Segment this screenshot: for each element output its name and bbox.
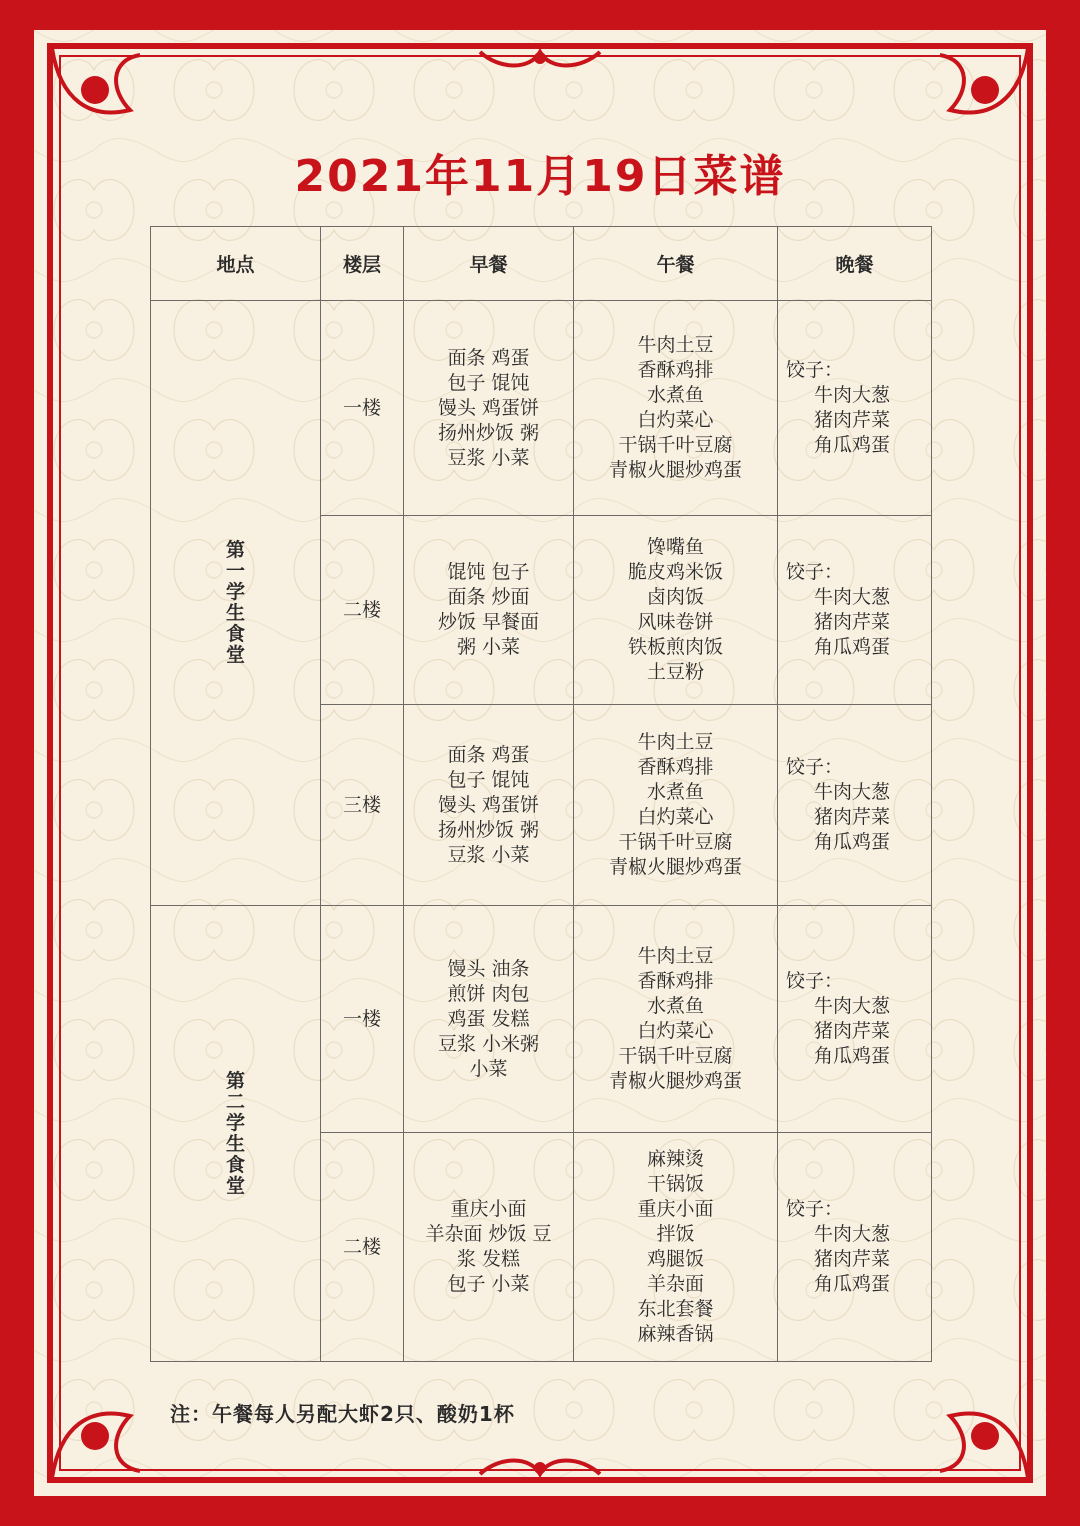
header-lunch: 午餐 [574, 227, 778, 301]
dinner-title: 饺子： [786, 359, 844, 381]
lunch-cell [574, 906, 778, 1133]
menu-item: 浆 发糕 [456, 1248, 521, 1270]
dinner-cell [778, 1133, 932, 1362]
menu-item: 馒头 鸡蛋饼 [437, 793, 540, 816]
menu-item: 东北套餐 [637, 1298, 714, 1320]
canteen-name [151, 906, 321, 1362]
lunch-note: 注：午餐每人另配大虾2只、酸奶1杯 [170, 1402, 515, 1426]
menu-item: 白灼菜心 [637, 806, 714, 828]
lunch-cell [574, 705, 778, 906]
menu-item: 水煮鱼 [646, 781, 704, 803]
menu-item: 包子 馄饨 [447, 371, 530, 394]
floor-cell: 一楼 [321, 906, 404, 1133]
dinner-title: 饺子： [786, 1198, 844, 1220]
menu-item: 馒头 油条 [447, 957, 530, 980]
menu-item: 牛肉土豆 [637, 334, 714, 356]
canteen-name-char: 生 [225, 1132, 245, 1155]
dinner-cell [778, 516, 932, 705]
floor-cell: 三楼 [321, 705, 404, 906]
menu-item: 猪肉芹菜 [814, 806, 891, 828]
dinner-title: 饺子： [786, 970, 844, 992]
canteen-name-char: 第 [225, 539, 245, 561]
menu-item: 铁板煎肉饭 [627, 636, 723, 658]
menu-item: 豆浆 小菜 [447, 446, 530, 469]
menu-item: 馋嘴鱼 [646, 536, 704, 558]
menu-item: 包子 小菜 [447, 1273, 530, 1295]
menu-item: 水煮鱼 [646, 995, 704, 1017]
menu-item: 面条 鸡蛋 [447, 743, 530, 766]
menu-item: 青椒火腿炒鸡蛋 [608, 856, 742, 878]
menu-table [150, 226, 932, 1362]
menu-item: 青椒火腿炒鸡蛋 [608, 459, 742, 481]
menu-item: 角瓜鸡蛋 [814, 831, 891, 853]
menu-item: 鸡腿饭 [646, 1248, 704, 1270]
breakfast-cell [404, 516, 574, 705]
menu-item: 猪肉芹菜 [814, 1020, 891, 1042]
menu-item: 干锅千叶豆腐 [618, 831, 733, 853]
header-floor: 楼层 [321, 227, 404, 301]
menu-item: 豆浆 小菜 [447, 843, 530, 866]
menu-item: 香酥鸡排 [637, 756, 714, 778]
menu-item: 扬州炒饭 粥 [437, 818, 540, 841]
menu-item: 豆浆 小米粥 [437, 1032, 540, 1055]
canteen-name-char: 二 [225, 1090, 245, 1113]
menu-item: 包子 馄饨 [447, 768, 530, 791]
floor-cell: 二楼 [321, 1133, 404, 1362]
canteen-name-char: 生 [225, 602, 245, 624]
canteen-name-char: 食 [225, 1153, 245, 1176]
menu-item: 粥 小菜 [456, 636, 521, 658]
menu-item: 白灼菜心 [637, 409, 714, 431]
menu-item: 白灼菜心 [637, 1020, 714, 1042]
menu-item: 麻辣烫 [646, 1148, 704, 1170]
menu-item: 牛肉大葱 [814, 586, 891, 608]
canteen-name-char: 学 [225, 581, 245, 603]
menu-item: 猪肉芹菜 [814, 409, 891, 431]
menu-item: 猪肉芹菜 [814, 1248, 891, 1270]
canteen-name-char: 第 [225, 1069, 245, 1092]
dinner-title: 饺子： [786, 756, 844, 778]
menu-item: 干锅千叶豆腐 [618, 1045, 733, 1067]
table-header-row [151, 227, 932, 301]
menu-item: 扬州炒饭 粥 [437, 421, 540, 444]
menu-item: 水煮鱼 [646, 384, 704, 406]
breakfast-cell [404, 1133, 574, 1362]
floor-cell: 二楼 [321, 516, 404, 705]
menu-item: 羊杂面 炒饭 豆 [425, 1223, 552, 1245]
menu-item: 香酥鸡排 [637, 359, 714, 381]
menu-item: 角瓜鸡蛋 [814, 1273, 891, 1295]
menu-item: 羊杂面 [646, 1273, 704, 1295]
menu-item: 脆皮鸡米饭 [627, 561, 723, 583]
menu-item: 煎饼 肉包 [447, 982, 530, 1005]
menu-item: 牛肉土豆 [637, 945, 714, 967]
menu-item: 角瓜鸡蛋 [814, 1045, 891, 1067]
menu-item: 角瓜鸡蛋 [814, 636, 891, 658]
table-row [151, 906, 932, 1133]
menu-item: 重庆小面 [637, 1198, 714, 1220]
lunch-cell [574, 301, 778, 516]
lunch-cell [574, 1133, 778, 1362]
canteen-name-char: 堂 [225, 1174, 245, 1197]
floor-cell: 一楼 [321, 301, 404, 516]
menu-item: 角瓜鸡蛋 [814, 434, 891, 456]
header-dinner: 晚餐 [778, 227, 932, 301]
menu-item: 重庆小面 [450, 1198, 527, 1220]
canteen-name-char: 食 [225, 623, 245, 645]
menu-item: 牛肉大葱 [814, 995, 891, 1017]
header-location: 地点 [151, 227, 321, 301]
breakfast-cell [404, 301, 574, 516]
menu-item: 麻辣香锅 [637, 1323, 714, 1345]
canteen-name [151, 301, 321, 906]
lunch-cell [574, 516, 778, 705]
menu-item: 面条 炒面 [447, 586, 530, 608]
menu-item: 卤肉饭 [646, 586, 704, 608]
dinner-cell [778, 301, 932, 516]
menu-item: 牛肉大葱 [814, 781, 891, 803]
breakfast-cell [404, 906, 574, 1133]
menu-item: 青椒火腿炒鸡蛋 [608, 1070, 742, 1092]
canteen-name-char: 学 [225, 1111, 245, 1134]
dinner-title: 饺子： [786, 561, 844, 583]
menu-item: 馒头 鸡蛋饼 [437, 396, 540, 419]
menu-item: 牛肉大葱 [814, 1223, 891, 1245]
menu-item: 干锅千叶豆腐 [618, 434, 733, 456]
menu-item: 面条 鸡蛋 [447, 346, 530, 369]
canteen-name-char: 一 [225, 560, 245, 582]
menu-item: 猪肉芹菜 [814, 611, 891, 633]
menu-item: 土豆粉 [646, 661, 704, 683]
canteen-name-char: 堂 [225, 644, 245, 666]
breakfast-cell [404, 705, 574, 906]
dinner-cell [778, 906, 932, 1133]
menu-item: 鸡蛋 发糕 [447, 1007, 530, 1030]
menu-item: 炒饭 早餐面 [437, 611, 540, 633]
menu-item: 风味卷饼 [637, 611, 714, 633]
menu-item: 小菜 [469, 1057, 508, 1080]
menu-item: 馄饨 包子 [447, 561, 530, 583]
dinner-cell [778, 705, 932, 906]
menu-item: 香酥鸡排 [637, 970, 714, 992]
menu-item: 干锅饭 [646, 1173, 704, 1195]
menu-item: 牛肉大葱 [814, 384, 891, 406]
menu-item: 牛肉土豆 [637, 731, 714, 753]
menu-item: 拌饭 [656, 1223, 695, 1245]
header-breakfast: 早餐 [404, 227, 574, 301]
table-row [151, 301, 932, 516]
page-title: 2021年11月19日菜谱 [294, 151, 786, 202]
